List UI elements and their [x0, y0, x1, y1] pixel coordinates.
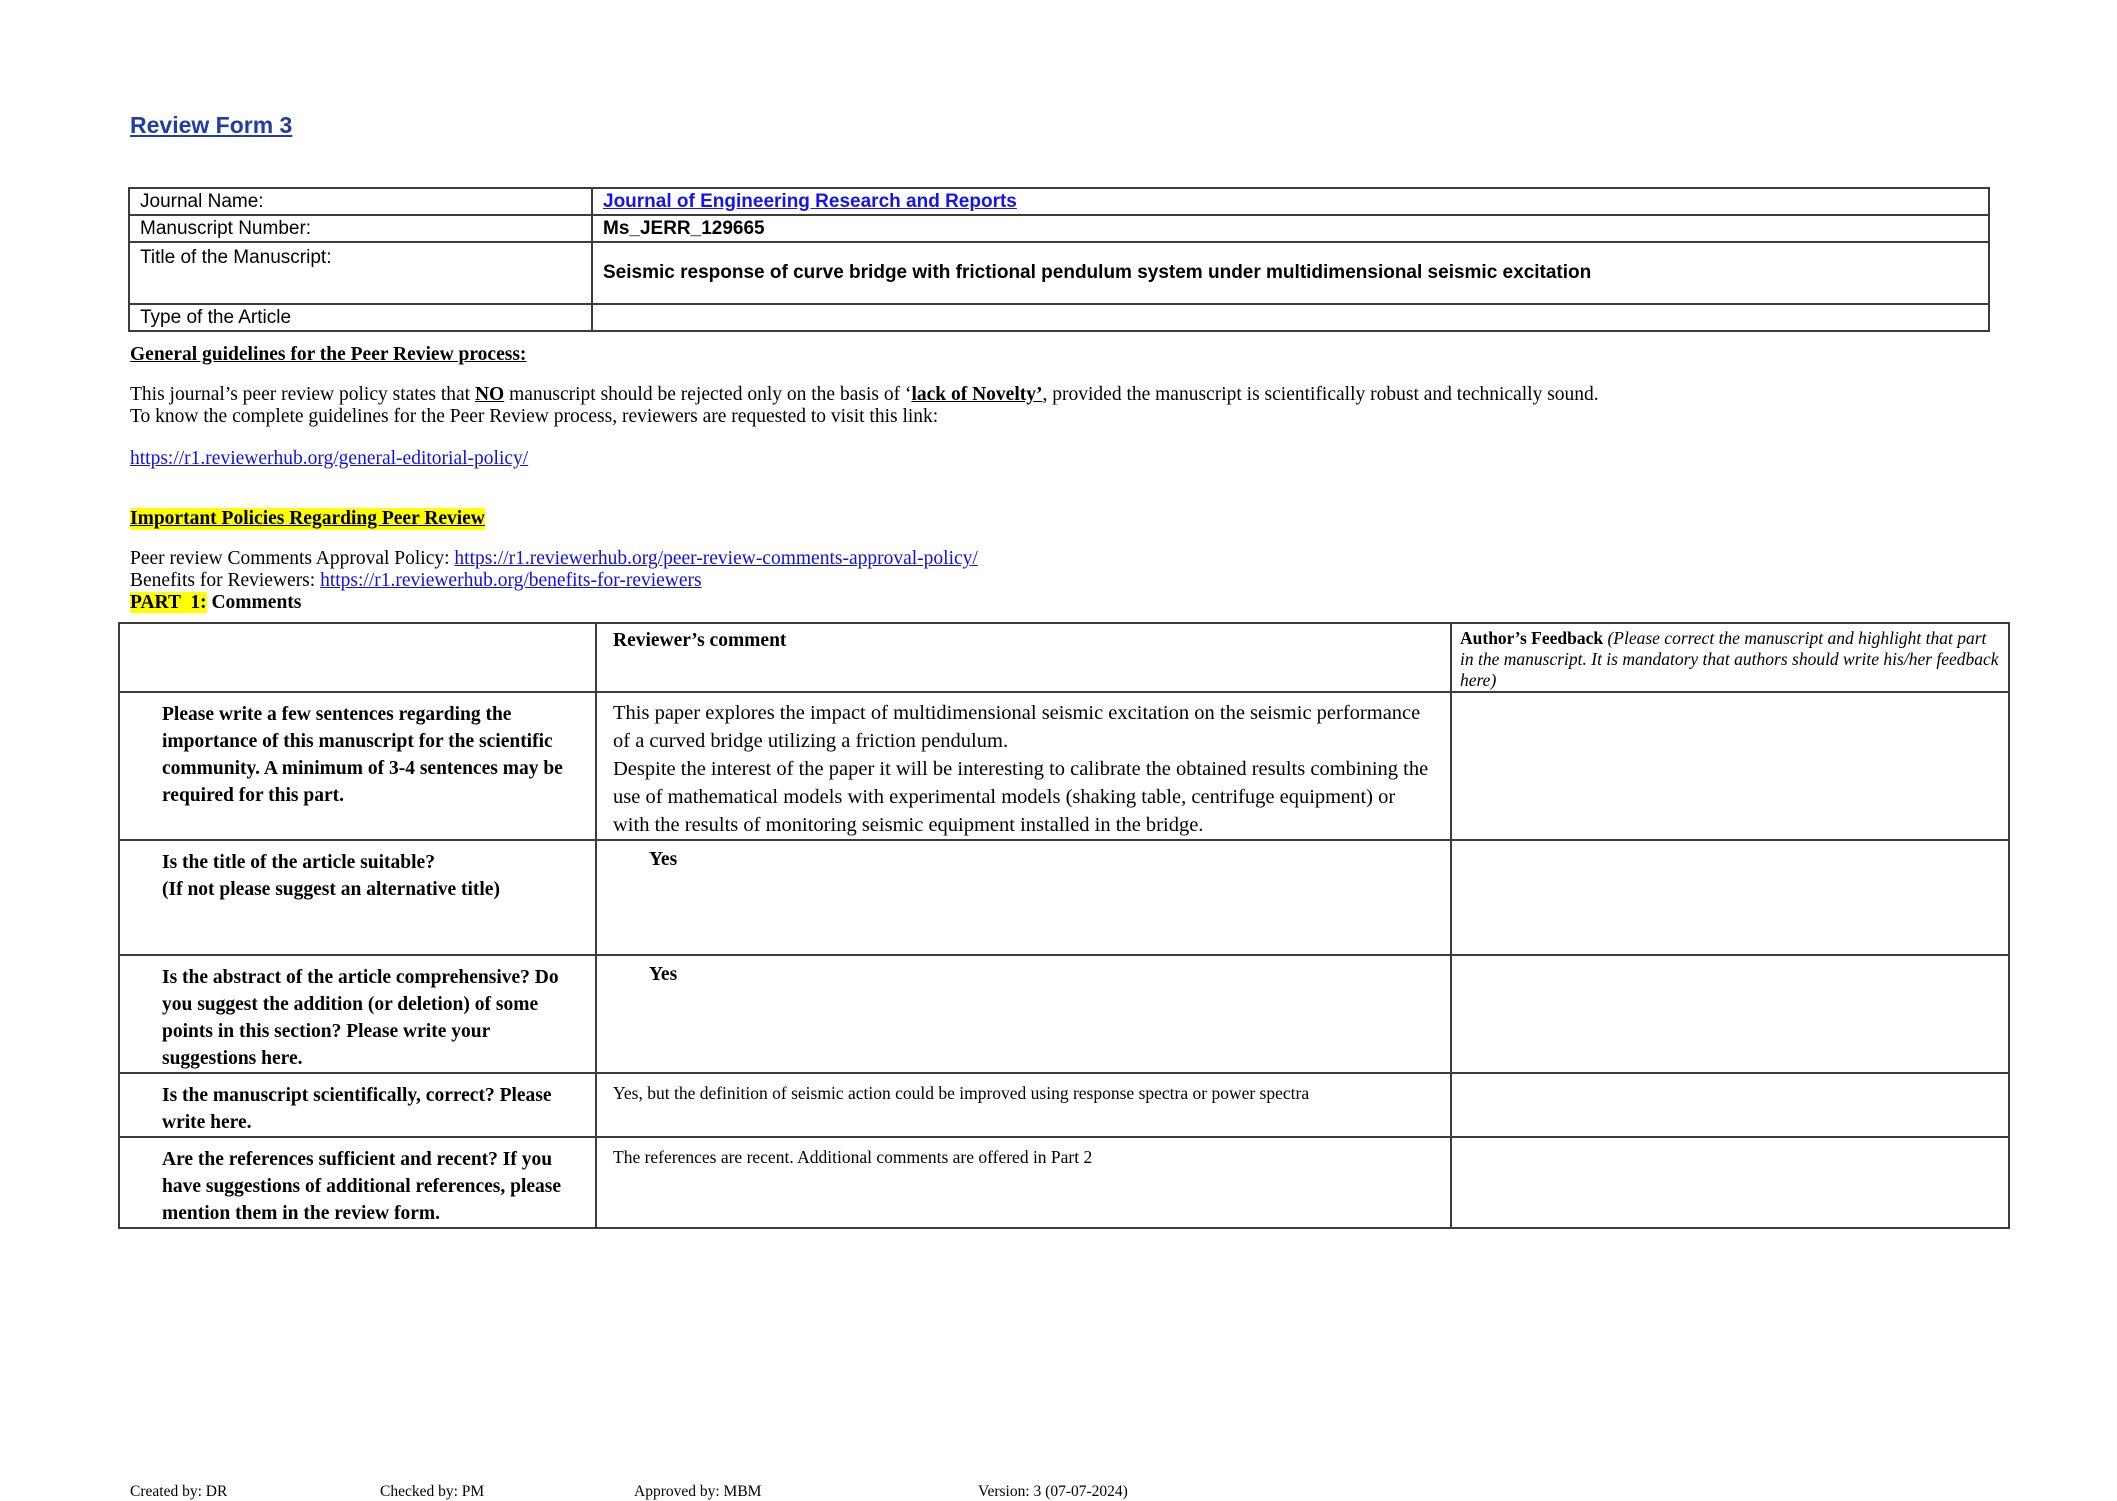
manuscript-number-label: Manuscript Number:	[129, 215, 592, 242]
author-feedback-note: (Please correct the manuscript and highlight that part in the manuscript. It is mandatory that authors should write his/her feedback here)	[1460, 628, 1999, 690]
approval-policy-label: Peer review Comments Approval Policy:	[130, 548, 455, 569]
policy-text-novelty: lack of Novelty’	[911, 384, 1043, 405]
table-row-title-suitable	[119, 840, 2009, 955]
general-editorial-policy-link[interactable]: https://r1.reviewerhub.org/general-editorial-policy/	[130, 448, 529, 469]
policy-text-1: This journal’s peer review policy states that	[130, 384, 475, 405]
guidelines-heading: General guidelines for the Peer Review process:	[130, 344, 527, 365]
manuscript-title-label: Title of the Manuscript:	[129, 242, 592, 304]
author-feedback-label: Author’s Feedback	[1460, 628, 1608, 648]
benefits-line	[130, 570, 2117, 592]
question-title-line1: Is the title of the article suitable?	[162, 852, 435, 873]
manuscript-number-value: Ms_JERR_129665	[592, 215, 1989, 242]
table-row	[129, 304, 1989, 331]
feedback-title-suitable[interactable]	[1451, 840, 2009, 955]
feedback-abstract[interactable]	[1451, 955, 2009, 1073]
question-title-suitable	[119, 840, 596, 955]
benefits-link[interactable]: https://r1.reviewerhub.org/benefits-for-reviewers	[320, 570, 702, 591]
comment-importance-line2: Despite the interest of the paper it will be interesting to calibrate the obtained results combining the use of mathematical models with experimental models (shaking table, centrifuge equipment) or with the results of monitoring seismic equipment installed in the bridge.	[613, 758, 1429, 836]
question-title-line2: (If not please suggest an alternative title)	[162, 879, 500, 900]
comments-header-row	[119, 623, 2009, 692]
table-row-importance	[119, 692, 2009, 840]
part1-title: Comments	[206, 592, 302, 613]
feedback-references[interactable]	[1451, 1137, 2009, 1228]
table-row-references	[119, 1137, 2009, 1228]
journal-name-label: Journal Name:	[129, 188, 592, 215]
part1-label: PART 1:	[130, 592, 207, 613]
header-empty-cell	[119, 623, 596, 692]
footer-checked: Checked by: PM	[380, 1483, 485, 1500]
comment-title-suitable: Yes	[596, 840, 1451, 955]
comments-table	[118, 622, 2010, 1229]
article-type-label: Type of the Article	[129, 304, 592, 331]
table-row	[129, 215, 1989, 242]
important-policies-heading: Important Policies Regarding Peer Review	[130, 508, 485, 529]
document-footer	[130, 1483, 1930, 1501]
policy-text-2: manuscript should be rejected only on the basis of ‘	[504, 384, 912, 405]
comment-importance	[596, 692, 1451, 840]
question-importance: Please write a few sentences regarding the importance of this manuscript for the scientific community. A minimum of 3-4 sentences may be required for this part.	[119, 692, 596, 840]
comment-importance-line1: This paper explores the impact of multidimensional seismic excitation on the seismic performance of a curved bridge utilizing a friction pendulum.	[613, 702, 1421, 752]
article-type-value[interactable]	[592, 304, 1989, 331]
table-row-scientific	[119, 1073, 2009, 1137]
reviewer-comment-header: Reviewer’s comment	[596, 623, 1451, 692]
comment-abstract: Yes	[596, 955, 1451, 1073]
approval-policy-link[interactable]: https://r1.reviewerhub.org/peer-review-comments-approval-policy/	[454, 548, 978, 569]
manuscript-info-table	[128, 187, 1990, 332]
journal-name-link[interactable]: Journal of Engineering Research and Reports	[603, 190, 1017, 212]
question-references: Are the references sufficient and recent? If you have suggestions of additional references, please mention them in the review form.	[119, 1137, 596, 1228]
approval-policy-line	[130, 548, 2117, 570]
feedback-scientific[interactable]	[1451, 1073, 2009, 1137]
table-row-abstract	[119, 955, 2009, 1073]
manuscript-title-value: Seismic response of curve bridge with frictional pendulum system under multidimensional seismic excitation	[592, 242, 1989, 304]
author-feedback-header	[1451, 623, 2009, 692]
table-row	[129, 188, 1989, 215]
benefits-label: Benefits for Reviewers:	[130, 570, 321, 591]
footer-approved: Approved by: MBM	[634, 1483, 762, 1500]
table-row	[129, 242, 1989, 304]
page-title: Review Form 3	[130, 112, 293, 138]
question-scientific: Is the manuscript scientifically, correct? Please write here.	[119, 1073, 596, 1137]
peer-review-policy-paragraph	[130, 384, 2117, 428]
part1-heading	[130, 592, 2117, 614]
policy-text-no: NO	[474, 384, 505, 405]
policy-text-3: , provided the manuscript is scientifically robust and technically sound.	[1042, 384, 1599, 405]
feedback-importance[interactable]	[1451, 692, 2009, 840]
footer-created: Created by: DR	[130, 1483, 228, 1500]
footer-version: Version: 3 (07-07-2024)	[978, 1483, 1128, 1500]
question-abstract: Is the abstract of the article comprehensive? Do you suggest the addition (or deletion) of some points in this section? Please write your suggestions here.	[119, 955, 596, 1073]
comment-references: The references are recent. Additional comments are offered in Part 2	[596, 1137, 1451, 1228]
comment-scientific: Yes, but the definition of seismic action could be improved using response spectra or power spectra	[596, 1073, 1451, 1137]
policy-text-line2: To know the complete guidelines for the Peer Review process, reviewers are requested to visit this link:	[130, 406, 939, 427]
